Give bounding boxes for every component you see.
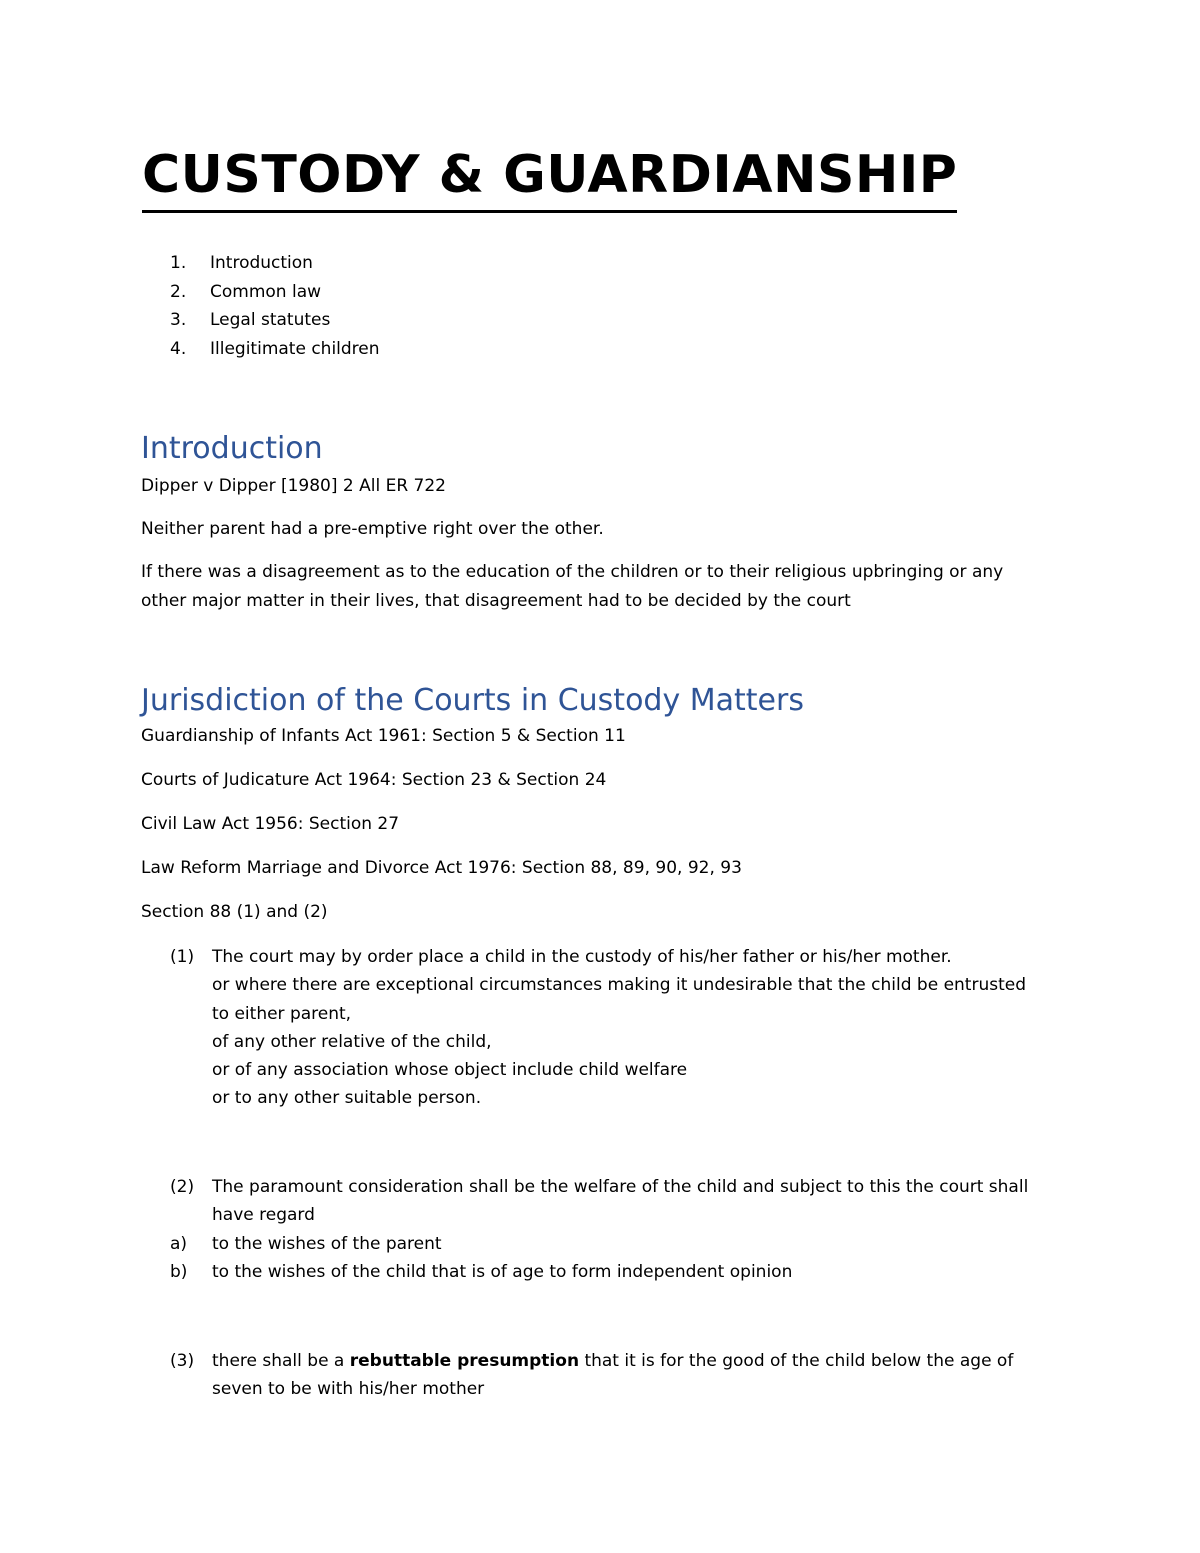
toc-item: 4. Illegitimate children <box>170 339 380 360</box>
statute-reference: Courts of Judicature Act 1964: Section 23 & Section 24 <box>141 770 607 790</box>
subsection-line: or of any association whose object include child welfare <box>212 1060 688 1081</box>
list-item-text: to the wishes of the parent <box>212 1234 442 1254</box>
statute-reference: Law Reform Marriage and Divorce Act 1976: Section 88, 89, 90, 92, 93 <box>141 858 742 878</box>
subsection-line: have regard <box>212 1205 315 1226</box>
toc-item-label: Introduction <box>210 253 313 273</box>
list-item-text: to the wishes of the child that is of age to form independent opinion <box>212 1262 793 1282</box>
list-marker: a) <box>170 1234 188 1254</box>
jurisdiction-heading: Jurisdiction of the Courts in Custody Matters <box>141 683 804 718</box>
intro-paragraph-2-line-1: If there was a disagreement as to the education of the children or to their religious upbringing or any <box>141 562 1004 582</box>
toc-item-label: Common law <box>210 281 322 302</box>
toc-item: 3. Legal statutes <box>170 310 331 331</box>
toc-item-label: Illegitimate children <box>210 339 380 360</box>
emphasis-text: rebuttable presumption <box>349 1351 580 1371</box>
subsection-line: The paramount consideration shall be the welfare of the child and subject to this the court shall <box>212 1177 1029 1197</box>
document-title: CUSTODY & GUARDIANSHIP <box>142 140 957 213</box>
subsection-line: there shall be a rebuttable presumption that it is for the good of the child below the age of <box>212 1351 1014 1371</box>
subsection-marker: (3) <box>170 1351 195 1371</box>
section-reference: Section 88 (1) and (2) <box>141 902 328 922</box>
subsection-line: or where there are exceptional circumstances making it undesirable that the child be entrusted <box>212 975 1027 996</box>
subsection-marker: (2) <box>170 1177 195 1197</box>
toc-item: 2. Common law <box>170 281 322 302</box>
subsection-marker: (1) <box>170 947 195 967</box>
intro-paragraph-1: Neither parent had a pre-emptive right over the other. <box>141 519 604 539</box>
statute-reference: Civil Law Act 1956: Section 27 <box>141 814 400 834</box>
list-marker: b) <box>170 1262 188 1282</box>
subsection-line: or to any other suitable person. <box>212 1088 482 1109</box>
table-of-contents <box>170 249 380 364</box>
subsection-line: The court may by order place a child in the custody of his/her father or his/her mother. <box>212 947 952 967</box>
statute-reference: Guardianship of Infants Act 1961: Section 5 & Section 11 <box>141 726 626 746</box>
toc-item-label: Legal statutes <box>210 310 331 331</box>
intro-paragraph-2-line-2: other major matter in their lives, that disagreement had to be decided by the court <box>141 591 851 611</box>
introduction-heading: Introduction <box>141 431 323 466</box>
subsection-line: seven to be with his/her mother <box>212 1379 485 1400</box>
toc-item: 1. Introduction <box>170 253 313 273</box>
case-citation: Dipper v Dipper [1980] 2 All ER 722 <box>141 476 446 496</box>
subsection-line: of any other relative of the child, <box>212 1031 492 1052</box>
subsection-line: to either parent, <box>212 1003 352 1024</box>
